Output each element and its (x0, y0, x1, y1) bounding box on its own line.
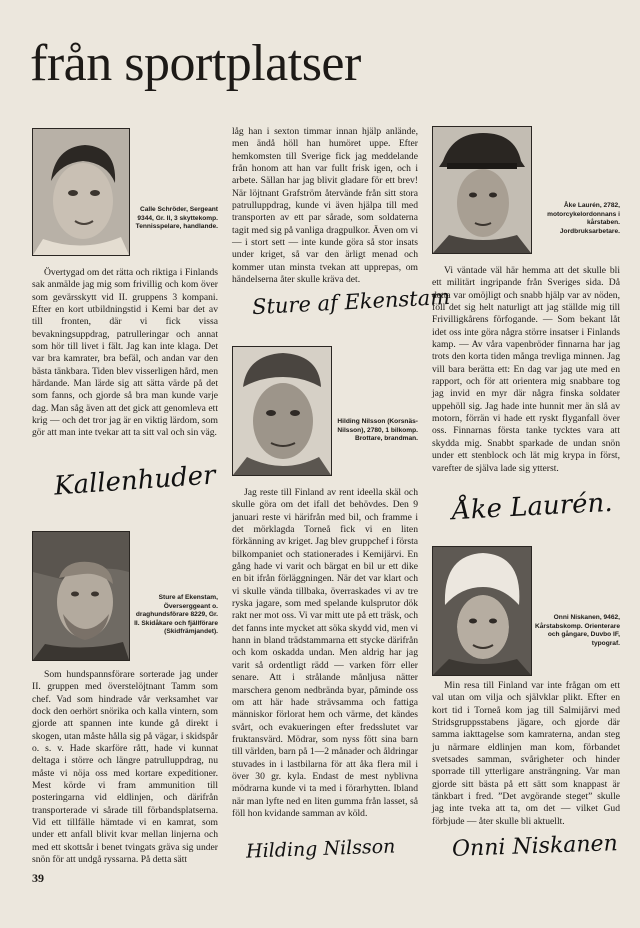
portrait-lauren (432, 126, 532, 254)
signature-niskanen: Onni Niskanen (451, 831, 619, 862)
portrait-niskanen (432, 546, 532, 676)
text-ekenstam (32, 669, 218, 867)
signature-nilsson: Hilding Nilsson (245, 835, 396, 863)
caption-ekenstam: Sture af Ekenstam, Överserggeant o. draghundsförare 8229, Gr. II. Skidåkare och fjällförare (Skidfrämjandet). (134, 594, 218, 636)
caption-niskanen: Onni Niskanen, 9462, Kårstabskomp. Orienterare och gångare, Duvbo IF, typograf. (534, 614, 620, 647)
portrait-schroder (32, 128, 130, 256)
text-ekenstam-paragraph: Som hundspannsförare sorterade jag under II. gruppen med överstelöjtnant Tamm som chef. Vad som hindrade vår verksamhet var dock den oerhört snörika och kalla vintern, som gjorde att spannen inte kunde gå direkt i skogen, utan måste hålla sig på vägar, i skidspår o. s. v. Hade skarföre rått, hade vi kunnat deltaga i större och längre patrulluppdrag, nu måste vi nöja oss med kortare expeditioner. Mest körde vi fram ammunition till posteringarna vid eldlinjen, och därifrån transporterade vi sårade till förbandsplatserna. Vid ett tillfälle hämtade vi en kamrat, som under ett anfall blivit kvar mellan linjerna och med ett skottsår i benet tvingats gräva sig under snön för att undgå ryssarna. På detta sätt (32, 669, 218, 866)
text-nilsson-paragraph: Jag reste till Finland av rent ideella skäl och skulle göra om det ifall det behövdes. Den 9 januari reste vi härifrån med bil, och framme i det mörklagda Torneå fick vi en liten förkänning av kriget. Jag blev gruppchef i första bilkompaniet och stationerades i Kemijärvi. En gång hade vi varit och bärgat en bil ur ett dike en bit ifrån förläggningen. När det var klart och vi skulle vända tillbaka, överraskades vi av tre ryska jagare, som med spelande kulsprutor dök rakt ner mot oss. Vi var mitt ute på ett träsk, och det fanns inte mycket att söka skydd vid, men vi hann in bland trädstammarna ett stycke därifrån och kom oskadda undan. Men aldrig har jag varit så ordentligt rädd — varken förr eller senare. Att i strålande månljusa nätter marschera genom nedbrända byar, påminde oss om att här hade strävsamma och fattiga människor förlorat hem och värme, det kändes svårt, och evakueringen efter fredsslutet var fruktansvärd. Mödrar, som nyss fött sina barn till världen, barn på 1—2 månader och åldringar stuvades in i lastbilarna för att åka flera mil i över 30 gr. kyla. Endast de mest nyblivna mödrarna kunde vi ta med i förarhytten. Ibland när man lyfte ned en liten gumma från lasset, så föll hon kvidande samman av köld. (232, 487, 418, 819)
text-schroder (32, 267, 218, 440)
text-schroder-paragraph: Övertygad om det rätta och riktiga i Finlands sak anmälde jag mig som frivillig och kom över som gevärsskytt vid II. gruppens 3 kompani. Efter en kort utbildningstid i Kemi bar det av till fronten, där vi fick vissa bevakningsuppdrag, patrulleringar och annat som hör till livet i fält. Jag kan inte klaga. Det var bra kamrater, bra befäl, och andan var den bästa tänkbara. Tiden blev visserligen hård, men härdande. Man lärde sig att sätta värde på det som fanns, och gjorde så bra man kunde varje dag. Man såg även att det gick att genomleva ett krig — och det tror jag är en viktig lärdom, som gör att man inte tvekar att ta sitt val och sin väg. (32, 267, 218, 439)
text-lauren (432, 265, 620, 475)
page-number: 39 (32, 871, 44, 885)
page-title: från sportplatser (30, 35, 361, 92)
text-niskanen (432, 680, 620, 828)
caption-lauren: Åke Laurén, 2782, motorcykelordonnans i kårstaben. Jordbruksarbetare. (547, 202, 620, 235)
signature-schroder: Kallenhuder (53, 460, 217, 502)
portrait-ekenstam (32, 531, 130, 661)
text-niskanen-paragraph: Min resa till Finland var inte frågan om ett val utan om vilja och självklar plikt. Efter en kort tid i Torneå kom jag till Salmijärvi med Stridsgruppsstabens jägare, och gjorde där samma iakttagelse som kamraterna, andan steg ju närmare eldlinjen man kom, förbandet svetsades samman, svårigheter och hinder sporrade till ytterligare ansträngning. Var man gjorde sitt bästa på ett sätt som knappast är tänkbart i fred. ”Det avgörande steget” skulle jag inte tveka att ta, om det — vilket Gud förbjude — åter skulle bli aktuellt. (432, 680, 620, 827)
text-ekenstam-continued-paragraph: låg han i sexton timmar innan hjälp anlände, men ändå höll han humöret uppe. Efter hemkomsten till Sverige fick jag meddelande från honom att han var fullt frisk igen, och i arbete. Sällan har jag blivit gladare för ett brev! När löjtnant Grafström återvände från sitt stora patrulluppdrag, kunde vi även hjälpa till med transporten av ett par sårade, som soldaterna tagit med sig på vanliga dragpulkor. Även om vi — i stort sett — inte kunde göra så stor insats under kriget, så var den ärligt menad och kommer utan minsta tvekan att upprepas, om händelserna åter skulle kräva det. (232, 126, 418, 286)
text-nilsson (232, 487, 418, 820)
signature-ekenstam: Sture af Ekenstam (251, 284, 451, 320)
caption-schroder: Calle Schröder, Sergeant 9344, Gr. II, 3 skyttekomp. Tennisspelare, handlande. (135, 206, 218, 231)
portrait-nilsson (232, 346, 332, 476)
text-lauren-paragraph: Vi väntade väl här hemma att det skulle bli ett militärt ingripande från Sveriges sida. Då detta var omöjligt och snabb hjälp var av nöden, föll det sig helt naturligt att jag ställde mig till Frivilligkårens förfogande. — Som bekant låt idet oss inte göra några större insatser i Finlands kamp. — Av våra vapenbröder finnarna har jag trots den korta tiden många trevliga minnen. Jag vill bara berätta ett: En dag var jag ute med en rapport, och för att orientera mig snabbare tog jag invid en myr där några finska soldater uppehöll sig. Jag hade inte hunnit mer än slå av motorn, förrän vi hade ett ryskt flyganfall över oss. Finnarnas första tanke tycktes vara att skydda mig. Snabbt sparkade de undan snön under ett stenblock och lät mig krypa in först, varefter de själva lade sig ytterst. (432, 265, 620, 474)
signature-lauren: Åke Laurén. (451, 487, 614, 527)
text-ekenstam-continued (232, 126, 418, 286)
caption-nilsson: Hilding Nilsson (Korsnäs-Nilsson), 2780, 1 bilkomp. Brottare, brandman. (337, 418, 418, 443)
